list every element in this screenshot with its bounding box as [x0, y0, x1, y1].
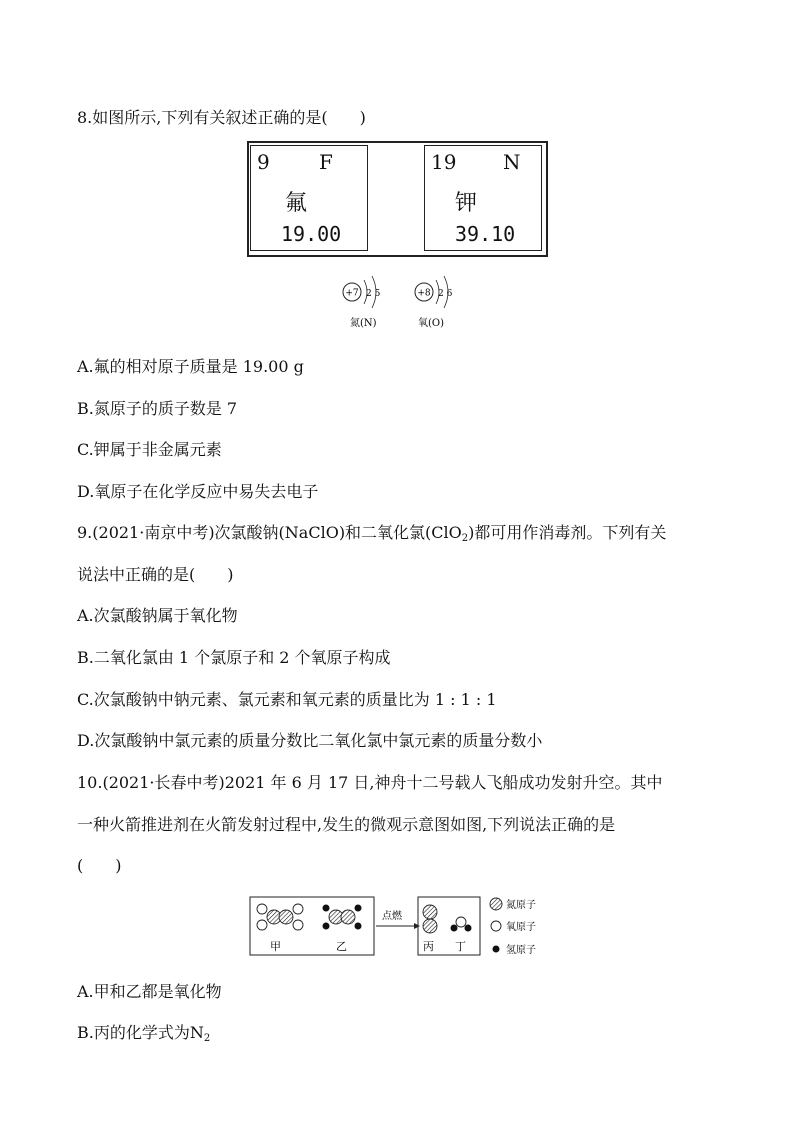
molecule-bing	[423, 905, 437, 933]
atomic-mass: 19.00	[281, 222, 342, 246]
molecule-jia	[257, 904, 303, 930]
label-bing: 丙	[423, 940, 434, 953]
legend-nitrogen: 氮原子	[506, 900, 536, 911]
q9-stem-line2: 说法中正确的是( )	[77, 565, 234, 584]
atomic-number: 19	[431, 150, 457, 174]
atomic-mass: 39.10	[455, 222, 516, 246]
nucleus-charge: +8	[417, 288, 431, 299]
element-name: 钾	[455, 191, 478, 216]
nucleus-charge: +7	[345, 288, 359, 299]
atom-structure-diagrams	[330, 270, 470, 335]
oxygen-atom-diagram	[415, 276, 453, 329]
q8-stem: 8.如图所示,下列有关叙述正确的是( )	[77, 108, 366, 127]
q9-option-c: C.次氯酸钠中钠元素、氯元素和氧元素的质量比为 1 : 1 : 1	[77, 690, 497, 709]
legend-oxygen: 氧原子	[506, 922, 536, 933]
nitrogen-atom-diagram	[343, 276, 381, 329]
diagram-legend	[490, 898, 536, 956]
atomic-number: 9	[257, 150, 270, 174]
oxygen-atom-icon	[491, 921, 501, 931]
q8-option-d: D.氧原子在化学反应中易失去电子	[77, 482, 319, 501]
element-symbol: F	[319, 150, 333, 174]
q10-option-b	[77, 1022, 210, 1050]
q10-option-a: A.甲和乙都是氧化物	[77, 982, 222, 1001]
q8-option-c: C.钾属于非金属元素	[77, 440, 222, 459]
molecule-yi	[323, 905, 362, 930]
q9-option-d: D.次氯酸钠中氯元素的质量分数比二氧化氯中氯元素的质量分数小	[77, 731, 543, 750]
q8-option-a: A.氟的相对原子质量是 19.00 g	[77, 357, 304, 376]
label-ding: 丁	[455, 940, 466, 953]
reaction-diagram	[248, 893, 553, 963]
hydrogen-atom-icon	[493, 946, 500, 953]
label-jia: 甲	[270, 940, 281, 953]
q9-option-b: B.二氧化氯由 1 个氯原子和 2 个氧原子构成	[77, 648, 391, 667]
q8-option-b: B.氮原子的质子数是 7	[77, 399, 238, 418]
nitrogen-atom-icon	[490, 898, 502, 910]
element-name: 氟	[285, 191, 308, 216]
molecule-ding	[451, 917, 472, 932]
q10-stem-line2: 一种火箭推进剂在火箭发射过程中,发生的微观示意图如图,下列说法正确的是	[77, 815, 616, 834]
electron-shells: 2 5	[366, 289, 381, 299]
q9-stem-part2: )都可用作消毒剂。下列有关	[468, 523, 667, 542]
q10-option-b-subscript: 2	[203, 1033, 211, 1044]
q10-stem-line3: ( )	[77, 856, 122, 875]
q10-option-b-text: B.丙的化学式为N	[77, 1023, 204, 1042]
arrow-label: 点燃	[382, 911, 402, 922]
element-cell-potassium	[424, 145, 542, 251]
q9-stem-part1: 9.(2021·南京中考)次氯酸钠(NaClO)和二氧化氯(ClO	[77, 523, 462, 542]
q9-stem-line1	[77, 522, 666, 550]
q9-option-a: A.次氯酸钠属于氧化物	[77, 606, 238, 625]
atom-label: 氮(N)	[350, 318, 377, 329]
q10-stem-line1: 10.(2021·长春中考)2021 年 6 月 17 日,神舟十二号载人飞船成功发射升空。其中	[77, 773, 663, 792]
legend-hydrogen: 氢原子	[506, 945, 536, 956]
label-yi: 乙	[336, 940, 347, 953]
electron-shells: 2 6	[438, 289, 453, 299]
atom-label: 氧(O)	[418, 318, 445, 329]
q9-stem-subscript: 2	[461, 533, 469, 544]
element-cell-fluorine	[250, 145, 368, 251]
element-symbol: N	[503, 150, 521, 174]
